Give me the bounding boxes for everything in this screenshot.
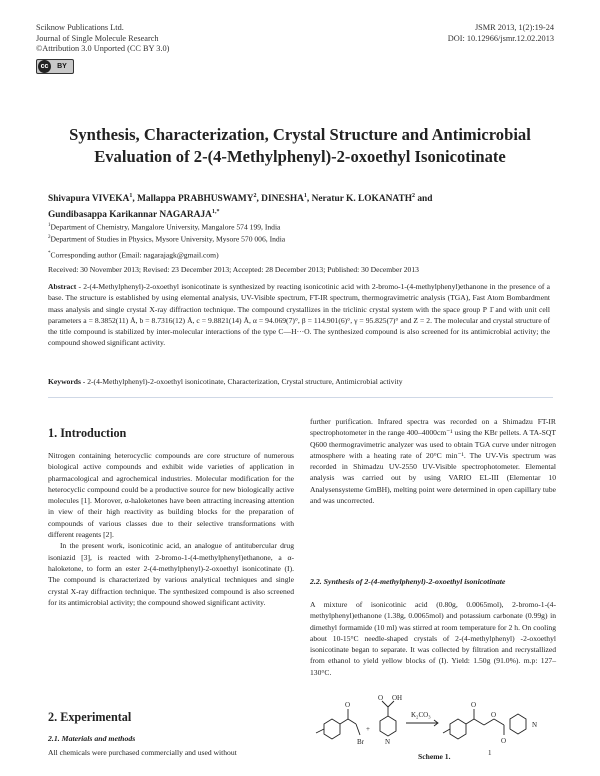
- corresponding-text: Corresponding author (Email: nagarajagk@gmail.com): [50, 250, 219, 260]
- plus-sign: +: [366, 725, 370, 733]
- author-2-sup: 2: [253, 193, 257, 199]
- affiliation-2-sup: 2: [48, 234, 51, 240]
- materials-text: All chemicals were purchased commercially and used without: [48, 748, 237, 757]
- product-ester: [494, 719, 504, 725]
- section-2-2-heading: 2.2. Synthesis of 2-(4-methylphenyl)-2-oxoethyl isonicotinate: [310, 577, 506, 586]
- by-icon: BY: [57, 63, 67, 70]
- author-3: , DINESHA: [256, 194, 304, 205]
- publication-dates: Received: 30 November 2013; Revised: 23 December 2013; Accepted: 28 December 2013; Published: 30 December 2013: [48, 265, 419, 274]
- reactant1-br-bond: [356, 724, 360, 735]
- introduction-body: [48, 450, 294, 608]
- reactant1-methyl: [316, 729, 324, 733]
- keywords-label: Keywords: [48, 377, 81, 386]
- product-bond-1: [466, 719, 474, 724]
- author-3-sup: 1: [303, 193, 307, 199]
- running-header-right: [448, 23, 554, 44]
- product-number: 1: [488, 749, 492, 757]
- keywords-text: - 2-(4-Methylphenyl)-2-oxoethyl isonicotinate, Characterization, Crystal structure, Antimicrobial activity: [80, 377, 403, 386]
- affiliation-1-sup: 1: [48, 223, 51, 228]
- author-5-sup: 1,*: [211, 209, 220, 216]
- intro-paragraph-2: In the present work, isonicotinic acid, an analogue of antitubercular drug isoniazid [3], is reacted with 2-bromo-1-(4-methylphenyl)ethanone, a α-haloketone, to form an ester 2-(4-methylphenyl)-2-oxoethyl isonicotinate (I). The compound is characterized by various analytical techniques and single crystal X-ray diffraction technique. The synthesized compound is also screened for its antimicrobial activity; the compound showed significant activity.: [48, 541, 294, 607]
- cc-icon: cc: [38, 60, 51, 73]
- running-header-left: [36, 23, 169, 55]
- reactant1-o-label: O: [345, 701, 351, 709]
- keywords: [48, 376, 550, 387]
- abstract-text: - 2-(4-Methylphenyl)-2-oxoethyl isonicotinate is synthesized by reacting isonicotinic acid with 2-bromo-1-(4-methylphenyl)ethanone in the presence of a base. The structure is established by using elemental analysis, UV-Visible spectrum, FT-IR spectrum, thermogravimetric analysis (TGA), Fast Atom Bombardment mass analysis and single crystal X-ray diffraction technique. The compound crystallizes in the triclinic crystal system with the space group P 1̄ and with unit cell parameters a = 8.3852(11) Å, b = 8.7316(12) Å, c = 9.8821(14) Å, α = 94.069(7)°, β = 114.901(6)°, γ = 95.825(7)° and Z = 2. The molecular and crystal structure of the title compound is stabilized by inter-molecular interactions of the type C—H···O. The synthesized compound is also screened for its antimicrobial activity; the compound showed significant activity.: [48, 282, 550, 348]
- title-line-2: Evaluation of 2-(4-Methylphenyl)-2-oxoethyl Isonicotinate: [94, 147, 506, 166]
- abstract: [48, 281, 550, 349]
- journal-name: Journal of Single Molecule Research: [36, 33, 159, 43]
- product-o-label-1: O: [471, 701, 477, 709]
- affiliation-2-text: Department of Studies in Physics, Mysore University, Mysore 570 006, India: [50, 234, 286, 244]
- author-5: Gundibasappa Karikannar NAGARAJA: [48, 210, 212, 221]
- product-ch2: [474, 719, 484, 725]
- author-1-sup: 1: [129, 193, 133, 199]
- author-1: Shivapura VIVEKA: [48, 194, 130, 205]
- synthesis-paragraph: A mixture of isonicotinic acid (0.80g, 0.0065mol), 2-bromo-1-(4-methylphenyl)ethanone (1.38g, 0.0065mol) and potassium carbonate (0.99g) in dimethyl formamide (10 ml) was stirred at room temperature for 2 h. On cooling about 10-15°C needle-shaped crystals of 2-(4-methylphenyl) -2-oxoethyl isonicotinate began to separate. It was collected by filtration and recrystallized from ethanol to yield yellow blocks of (I). Yield: 1.50g (91.0%). m.p: 127–130°C.: [310, 600, 556, 677]
- paper-title: [40, 124, 560, 168]
- corresponding-sup: *: [48, 251, 51, 256]
- product-o-label-3: O: [501, 737, 507, 745]
- publisher-name: Sciknow Publications Ltd.: [36, 23, 124, 32]
- product-o-label-2: O: [491, 711, 497, 719]
- reactant2-o-label: O: [378, 694, 384, 702]
- product-ring-1: [450, 719, 466, 739]
- reagent-label: K₂CO₃: [411, 711, 431, 719]
- abstract-label: Abstract: [48, 282, 77, 291]
- product-n-label: N: [532, 721, 538, 729]
- cc-by-license-icon: [36, 59, 74, 74]
- affiliation-2: [48, 233, 548, 245]
- scheme-caption: Scheme 1.: [418, 752, 451, 761]
- citation-text: JSMR 2013, 1(2):19-24: [474, 23, 554, 32]
- section-2-1-heading: 2.1. Materials and methods: [48, 734, 136, 743]
- author-4: , Neratur K. LOKANATH: [306, 194, 413, 205]
- reactant2-n-label: N: [385, 738, 391, 746]
- author-4-sup: 2: [412, 193, 416, 199]
- author-list: [48, 190, 548, 222]
- section-2-heading: 2. Experimental: [48, 710, 132, 724]
- title-line-1: Synthesis, Characterization, Crystal Structure and Antimicrobial: [69, 125, 531, 144]
- affiliation-1-text: Department of Chemistry, Mangalore University, Mangalore 574 199, India: [50, 222, 281, 232]
- section-1-heading: 1. Introduction: [48, 426, 127, 440]
- product-ring-2: [510, 714, 526, 734]
- license-text: ©Attribution 3.0 Unported (CC BY 3.0): [36, 44, 170, 54]
- corresponding-author: [48, 249, 548, 261]
- affiliations: [48, 221, 548, 244]
- section-divider: [48, 397, 553, 398]
- reactant1-ch2: [348, 719, 356, 724]
- product-o-bond: [484, 719, 494, 725]
- bromine-label: Br: [357, 738, 364, 746]
- reactant1-carbonyl-bond: [340, 719, 348, 724]
- affiliation-1: [48, 221, 548, 233]
- product-methyl: [443, 729, 450, 733]
- doi-text: DOI: 10.12966/jsmr.12.02.2013: [447, 33, 554, 43]
- author-4-tail: and: [415, 194, 433, 205]
- author-2: , Mallappa PRABHUSWAMY: [132, 194, 254, 205]
- methods-paragraph: further purification. Infrared spectra was recorded on a Shimadzu FT-IR spectrophotometer in the range 400–4000cm⁻¹ using the KBr pellets. A TA-SQT Q600 thermogravimetric analyzer was used to obtain TGA curve under nitrogen atmosphere with a heating rate of 20°C min⁻¹. The UV-Vis spectrum was recorded in Shimadzu UV-2550 UV-Visible spectrophotometer. Elemental analysis was carried out by using VARIO EL-III (Elementar 10 Analysensysteme GmBH), melting point were determined in open capillary tube and was uncorrected.: [310, 417, 556, 506]
- reactant2-oh-label: OH: [392, 694, 403, 702]
- reactant2-ring: [380, 716, 396, 736]
- intro-paragraph-1: Nitrogen containing heterocyclic compounds are core structure of numerous biological active compounds and exhibit wide varieties of application in pharmacological and agrochemical industries. Molecular modification for the heterocyclic compound could be a productive source for new biologically active molecules [1]. Morover, α-haloketones have been attracting increasing attention in view of their high reactivity as building blocks for the preparation of compounds of various classes due to their selective transformations with different reagents [2].: [48, 451, 294, 540]
- reactant1-ring: [324, 719, 340, 739]
